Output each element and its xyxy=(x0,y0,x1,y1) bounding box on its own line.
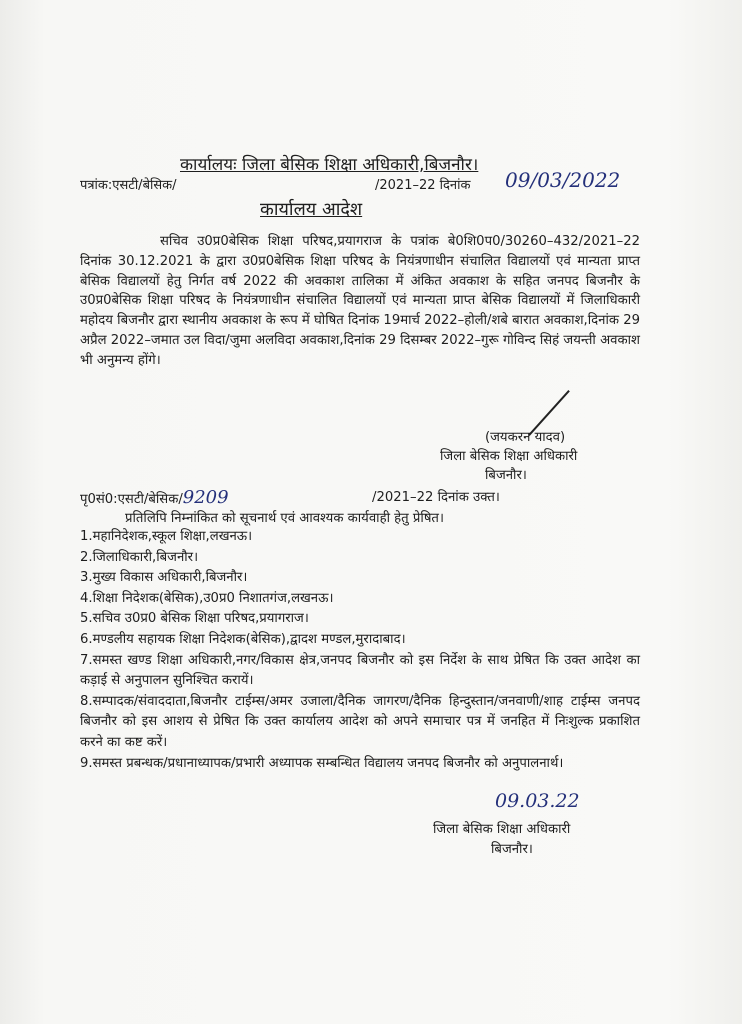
recipient-list xyxy=(80,527,640,774)
list-item: 6.मण्डलीय सहायक शिक्षा निदेशक(बेसिक),द्वादश मण्डल,मुरादाबाद। xyxy=(80,631,406,647)
list-item: 9.समस्त प्रबन्धक/प्रधानाध्यापक/प्रभारी अध्यापक सम्बन्धित विद्यालय जनपद बिजनौर को अनुपालनार्थ। xyxy=(80,755,564,771)
handwritten-signature-date: 09.03.22 xyxy=(495,790,580,812)
copy-reference-label: पृ0सं0:एसटी/बेसिक/ xyxy=(80,492,183,507)
list-item: 8.सम्पादक/संवाददाता,बिजनौर टाईम्स/अमर उजाला/दैनिक जागरण/दैनिक हिन्दुस्तान/जनवाणी/शाह टाईम्स जनपद बिजनौर को इस आशय से प्रेषित कि उक्त कार्यालय आदेश को अपने समाचार पत्र में जनहित में निःशुल्क प्रकाशित करने का कष्ट करें। xyxy=(80,693,640,750)
list-item: 5.सचिव उ0प्र0 बेसिक शिक्षा परिषद,प्रयागराज। xyxy=(80,611,309,627)
signature-block-2 xyxy=(433,820,570,860)
list-item: 2.जिलाधिकारी,बिजनौर। xyxy=(80,549,199,565)
list-item: 1.महानिदेशक,स्कूल शिक्षा,लखनऊ। xyxy=(80,529,253,544)
letter-reference: पत्रांक:एसटी/बेसिक/ xyxy=(80,178,177,193)
order-title: कार्यालय आदेश xyxy=(260,199,363,220)
signature-block-1 xyxy=(440,428,577,485)
office-title: कार्यालयः जिला बेसिक शिक्षा अधिकारी,बिजनौर। xyxy=(180,155,479,175)
signatory-designation: जिला बेसिक शिक्षा अधिकारी xyxy=(433,822,571,837)
handwritten-dispatch-number: 9209 xyxy=(182,487,229,508)
letter-year-date-label: /2021–22 दिनांक xyxy=(375,178,471,193)
signatory-place: बिजनौर। xyxy=(491,842,533,857)
list-item: 7.समस्त खण्ड शिक्षा अधिकारी,नगर/विकास क्षेत्र,जनपद बिजनौर को इस निर्देश के साथ प्रेषित कि उक्त आदेश का कड़ाई से अनुपालन सुनिश्चित करायें। xyxy=(80,652,640,689)
handwritten-date: 09/03/2022 xyxy=(505,168,621,192)
signatory-place: बिजनौर। xyxy=(485,468,527,483)
copy-reference-date: /2021–22 दिनांक उक्त। xyxy=(372,490,500,505)
copy-reference xyxy=(80,487,229,508)
order-body: सचिव उ0प्र0बेसिक शिक्षा परिषद,प्रयागराज के पत्रांक बे0शि0प0/30260–432/2021–22 दिनांक 30.12.2021 के द्वारा उ0प्र0बेसिक शिक्षा परिषद के नियंत्रणाधीन संचालित विद्यालयों एवं मान्यता प्राप्त बेसिक विद्यालयों हेतु निर्गत वर्ष 2022 की अवकाश तालिका में अंकित अवकाश के सहित जनपद बिजनौर के उ0प्र0बेसिक शिक्षा परिषद के नियंत्रणाधीन संचालित विद्यालयों एवं मान्यता प्राप्त बेसिक विद्यालयों में जिलाधिकारी महोदय बिजनौर द्वारा स्थानीय अवकाश के रूप में घोषित दिनांक 19मार्च 2022–होली/शबे बारात अवकाश,दिनांक 29 अप्रैल 2022–जमात उल विदा/जुमा अलविदा अवकाश,दिनांक 29 दिसम्बर 2022–गुरू गोविन्द सिहं जयन्ती अवकाश भी अनुमन्य होंगे। xyxy=(80,234,640,368)
list-item: 4.शिक्षा निदेशक(बेसिक),उ0प्र0 निशातगंज,लखनऊ। xyxy=(80,590,334,606)
copy-intro: प्रतिलिपि निम्नांकित को सूचनार्थ एवं आवश्यक कार्यवाही हेतु प्रेषित। xyxy=(125,511,444,526)
signatory-designation: जिला बेसिक शिक्षा अधिकारी xyxy=(440,449,578,464)
signatory-name: (जयकरन यादव) xyxy=(485,430,566,445)
list-item: 3.मुख्य विकास अधिकारी,बिजनौर। xyxy=(80,570,248,586)
